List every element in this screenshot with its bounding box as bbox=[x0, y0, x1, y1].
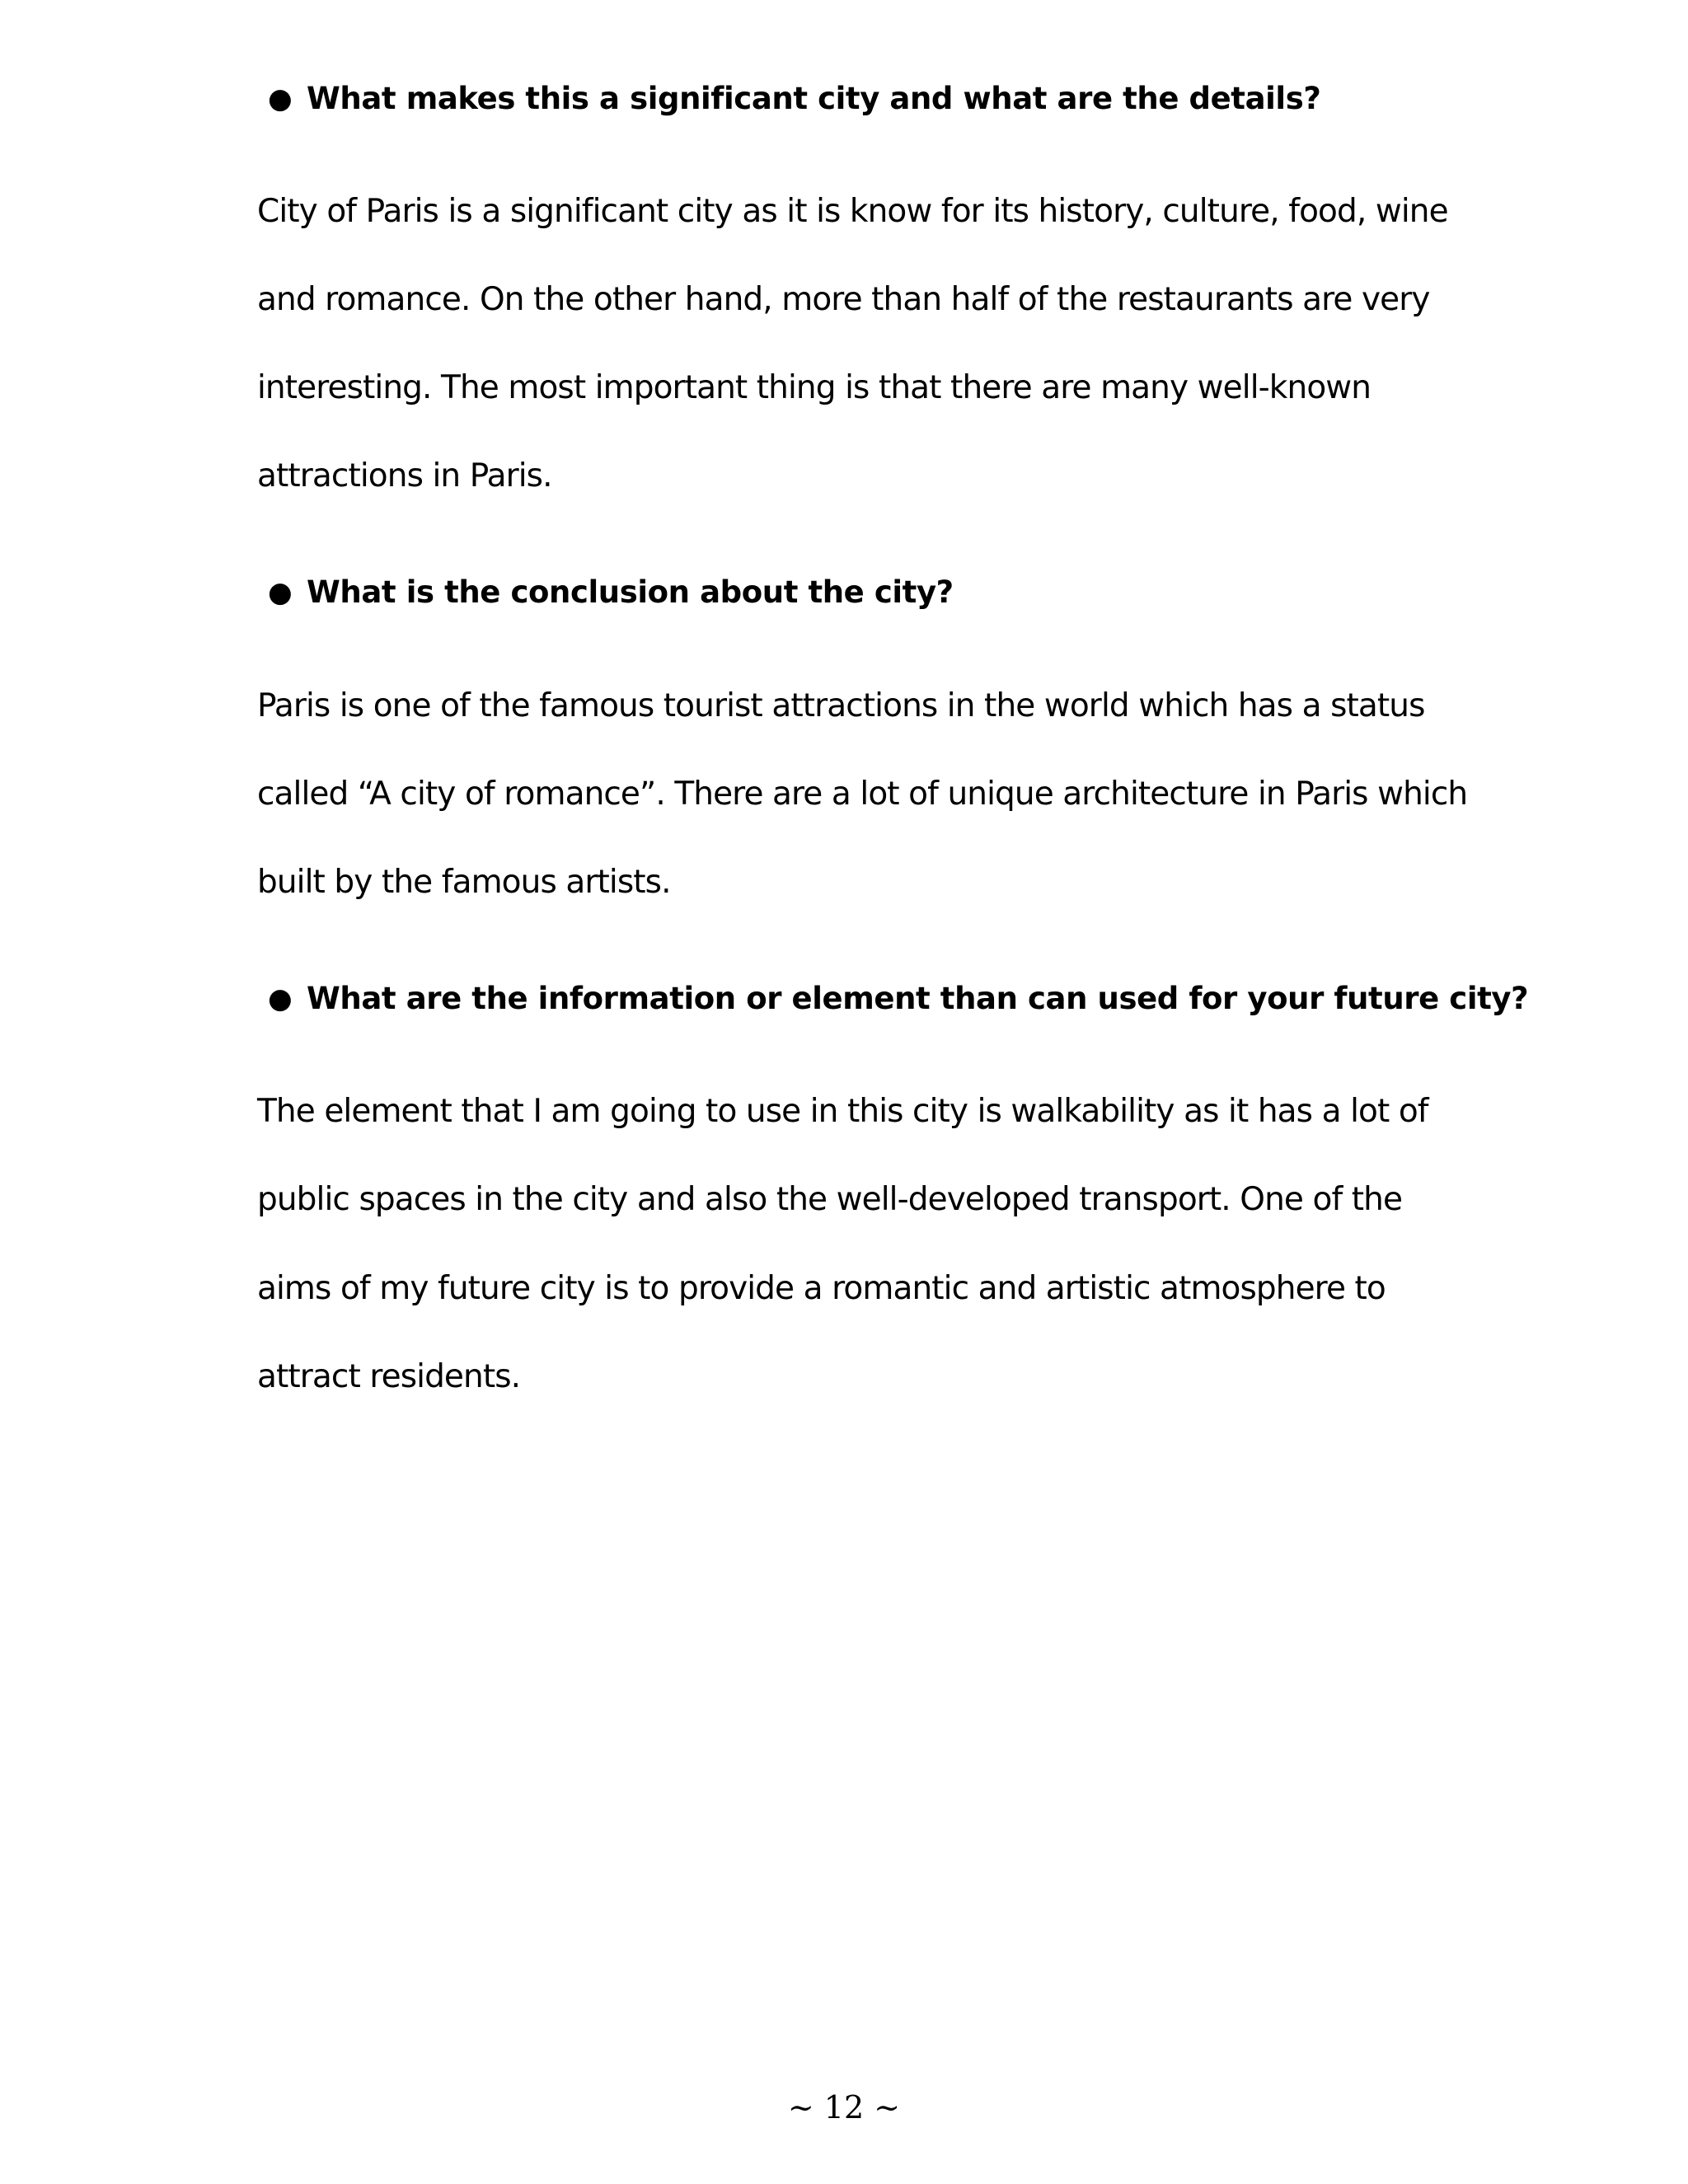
answer-line: aims of my future city is to provide a romantic and artistic atmosphere to bbox=[257, 1270, 1386, 1307]
answer-line: The element that I am going to use in this city is walkability as it has a lot of bbox=[257, 1093, 1428, 1130]
answer-line: called “A city of romance”. There are a lot of unique architecture in Paris which bbox=[257, 776, 1468, 813]
bullet-icon: ● bbox=[268, 576, 293, 609]
question-heading bbox=[268, 78, 1321, 120]
question-heading bbox=[268, 572, 954, 613]
answer-line: built by the famous artists. bbox=[257, 864, 671, 901]
answer-line: attractions in Paris. bbox=[257, 457, 552, 494]
answer-line: interesting. The most important thing is that there are many well-known bbox=[257, 369, 1372, 406]
answer-line: Paris is one of the famous tourist attractions in the world which has a status bbox=[257, 687, 1425, 724]
question-text: What makes this a significant city and what are the details? bbox=[307, 81, 1321, 116]
page-number: ~ 12 ~ bbox=[787, 2089, 901, 2125]
answer-line: and romance. On the other hand, more than half of the restaurants are very bbox=[257, 281, 1430, 318]
answer-line: public spaces in the city and also the well-developed transport. One of the bbox=[257, 1181, 1403, 1218]
bullet-icon: ● bbox=[268, 82, 293, 115]
bullet-icon: ● bbox=[268, 982, 293, 1015]
answer-line: attract residents. bbox=[257, 1358, 521, 1395]
question-text: What is the conclusion about the city? bbox=[307, 574, 954, 610]
question-heading bbox=[268, 978, 1529, 1019]
answer-line: City of Paris is a significant city as it is know for its history, culture, food, wine bbox=[257, 193, 1448, 230]
question-text: What are the information or element than can used for your future city? bbox=[307, 981, 1529, 1016]
